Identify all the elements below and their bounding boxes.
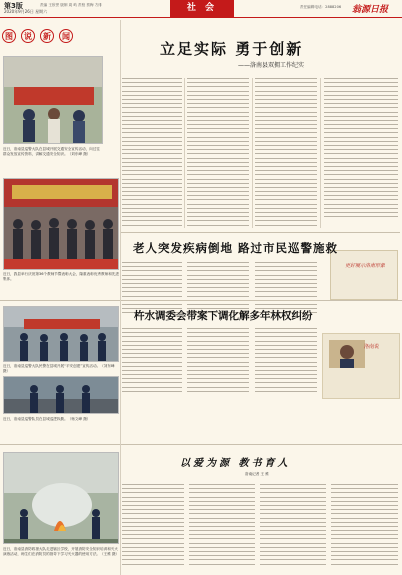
article-1-col-4 [324,78,398,220]
editor-phone: 责任编辑电话：2888206 [300,5,342,9]
caption-4: 近日，洛南县巡警队员在县城巡逻执勤。（杨文峰 摄） [3,417,91,421]
newspaper-logo: 翁源日报 [352,5,389,15]
caption-3: 近日，洛南县巡警大队民警在县城开展“平安创建”宣传活动。（刘东峰 摄） [3,364,115,373]
photo-police-patrol [3,376,119,414]
article-4-col-2 [189,484,255,568]
headline-2: 老人突发疾病倒地 路过市民巡警施救 [133,241,339,255]
photo-traffic-campaign [3,56,103,144]
caption-2: 近日，我县举行庆祝第36个教师节暨表彰大会，隆重表彰优秀教师和先进集体。 [3,272,119,281]
article-4-col-4 [331,484,398,568]
headline-3: 杵水调委会带案下调化解多年林权纠纷 [134,310,313,322]
photo-police-campaign [3,306,119,362]
article-4-col-3 [260,484,326,568]
photo-news-char-2: 说 [21,29,35,43]
article-1-col-3 [255,78,317,229]
masthead-bar [0,0,402,18]
page-number: 第3版 [4,2,23,10]
caption-5: 近日，洛南县消防救援大队走进辖区学校，开展消防安全知识培训和灭火演练活动，师生们在消防员的指导下学习灭火器的使用方法。（王维 摄） [3,547,120,556]
subheadline-1: ——洛南县双拥工作纪实 [238,62,305,69]
photo-teachers-day [3,178,119,270]
photo-news-char-4: 闻 [59,29,73,43]
article-3-col-3 [255,328,317,395]
headline-4: 以爱为源 教书育人 [180,458,291,469]
date-line: 2020年9月26日 星期六 [4,9,48,14]
speech-box [322,333,400,399]
article-3-col-1 [122,328,182,395]
article-4-col-1 [122,484,184,568]
photo-news-char-3: 新 [40,29,54,43]
article-3-col-2 [187,328,249,395]
editors-line: 责编 王欣誉 版制 周 屿 责校 蔡梅 方绯 [40,3,102,7]
article-1-col-2 [187,78,249,229]
article-1-col-1 [122,78,182,229]
byline-4: 洛南记者 王 维 [245,472,269,476]
speech-label: 洛南说 [364,344,380,350]
section-tag: 社 会 [170,0,234,17]
ad-text: 更好展示洛南形象 [344,263,385,269]
caption-1: 近日，洛南县巡警大队在县城开展交通安全宣传活动，向过往群众发放宣传资料，讲解交通安全知识。（刘东峰 摄） [3,147,101,156]
photo-news-char-1: 图 [2,29,16,43]
ad-box [330,250,398,300]
photo-fire-drill [3,452,119,544]
headline-1: 立足实际 勇于创新 [160,40,304,58]
photo-news-label [2,24,102,44]
